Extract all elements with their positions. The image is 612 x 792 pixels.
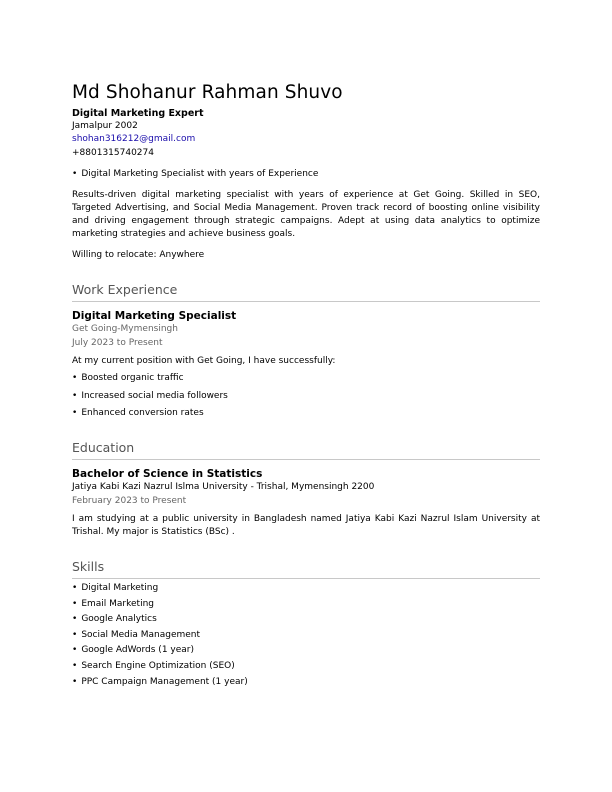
education-dates: February 2023 to Present xyxy=(72,495,187,506)
job-bullets xyxy=(72,372,540,420)
job-bullet: • Boosted organic traffic xyxy=(72,372,540,385)
skill-item: • PPC Campaign Management (1 year) xyxy=(72,676,540,689)
section-title-education: Education xyxy=(72,440,135,456)
divider xyxy=(72,459,540,460)
summary-paragraph: Results-driven digital marketing specialist with years of experience at Get Going. Skilled in SEO, Targeted Advertising, and Social Media Management. Proven track record of boosting online visibility and driving engagement through strategic campaigns. Adept at using data analytics to optimize marketing strategies and achieve business goals. xyxy=(72,189,540,240)
school-name: Jatiya Kabi Kazi Nazrul Islma University - Trishal, Mymensingh 2200 xyxy=(72,482,375,493)
skill-item: • Digital Marketing xyxy=(72,582,540,595)
skill-item: • Google Analytics xyxy=(72,613,540,626)
education-description: I am studying at a public university in Bangladesh named Jatiya Kabi Kazi Nazrul Islam University at Trishal. My major is Statistics (BSc) . xyxy=(72,513,540,537)
divider xyxy=(72,301,540,302)
divider xyxy=(72,578,540,579)
skill-item: • Google AdWords (1 year) xyxy=(72,644,540,657)
job-company: Get Going-Mymensingh xyxy=(72,324,178,335)
skill-item: • Email Marketing xyxy=(72,598,540,611)
degree-title: Bachelor of Science in Statistics xyxy=(72,468,263,481)
job-intro: At my current position with Get Going, I have successfully: xyxy=(72,355,336,366)
job-entry xyxy=(72,310,540,420)
phone: +8801315740274 xyxy=(72,147,154,158)
job-title: Digital Marketing Specialist xyxy=(72,310,237,323)
skills-list xyxy=(72,582,540,689)
section-title-work: Work Experience xyxy=(72,282,178,298)
job-dates: July 2023 to Present xyxy=(72,337,163,348)
candidate-name: Md Shohanur Rahman Shuvo xyxy=(72,82,343,103)
section-title-skills: Skills xyxy=(72,559,105,574)
resume-page xyxy=(72,80,540,689)
relocate-text: Willing to relocate: Anywhere xyxy=(72,250,205,261)
summary-tagline: • Digital Marketing Specialist with years of Experience xyxy=(72,168,540,181)
skill-item: • Social Media Management xyxy=(72,629,540,642)
headline: Digital Marketing Expert xyxy=(72,108,204,119)
location: Jamalpur 2002 xyxy=(72,121,138,131)
job-bullet: • Increased social media followers xyxy=(72,390,540,403)
summary-tagline-list xyxy=(72,168,540,181)
job-bullet: • Enhanced conversion rates xyxy=(72,407,540,420)
skill-item: • Search Engine Optimization (SEO) xyxy=(72,660,540,673)
education-entry xyxy=(72,468,540,539)
email-link[interactable]: shohan316212@gmail.com xyxy=(72,134,196,145)
